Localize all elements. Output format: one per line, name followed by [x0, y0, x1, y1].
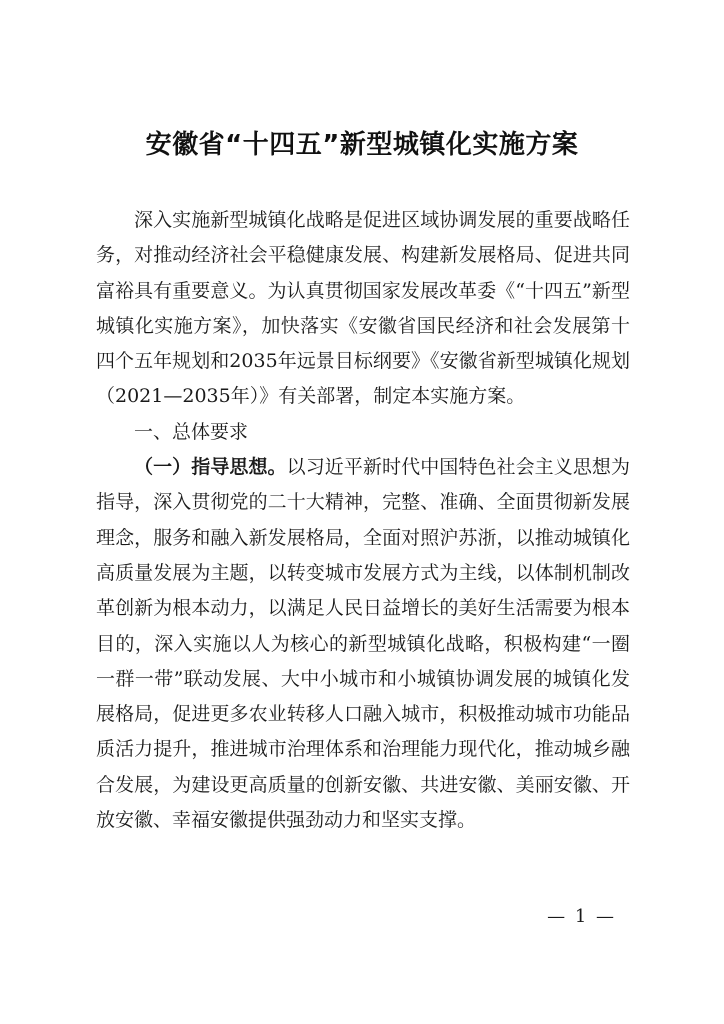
guiding-text: 以习近平新时代中国特色社会主义思想为指导，深入贯彻党的二十大精神，完整、准确、全面贯彻新发展理念，服务和融入新发展格局，全面对照沪苏浙，以推动城镇化高质量发展为主题，以转变城市发展方式为主线，以体制机制改革创新为根本动力，以满足人民日益增长的美好生活需要为根本目的，深入实施以人为核心的新型城镇化战略，积极构建“一圈一群一带”联动发展、大中小城市和小城镇协调发展的城镇化发展格局，促进更多农业转移人口融入城市，积极推动城市功能品质活力提升，推进城市治理体系和治理能力现代化，推动城乡融合发展，为建设更高质量的创新安徽、共进安徽、美丽安徽、开放安徽、幸福安徽提供强劲动力和坚实支撑。 — [96, 456, 630, 832]
intro-paragraph: 深入实施新型城镇化战略是促进区域协调发展的重要战略任务，对推动经济社会平稳健康发展、构建新发展格局、促进共同富裕具有重要意义。为认真贯彻国家发展改革委《“十四五”新型城镇化实施方案》，加快落实《安徽省国民经济和社会发展第十四个五年规划和2035年远景目标纲要》《安徽省新型城镇化规划（2021—2035年）》有关部署，制定本实施方案。 — [96, 209, 630, 408]
section-heading: 一、总体要求 — [134, 420, 249, 443]
page-number: — 1 — — [547, 906, 616, 927]
document-body — [96, 203, 630, 838]
guiding-paragraph — [96, 450, 630, 838]
guiding-lead: （一）指导思想。 — [134, 456, 287, 479]
document-title: 安徽省“十四五”新型城镇化实施方案 — [145, 130, 579, 160]
